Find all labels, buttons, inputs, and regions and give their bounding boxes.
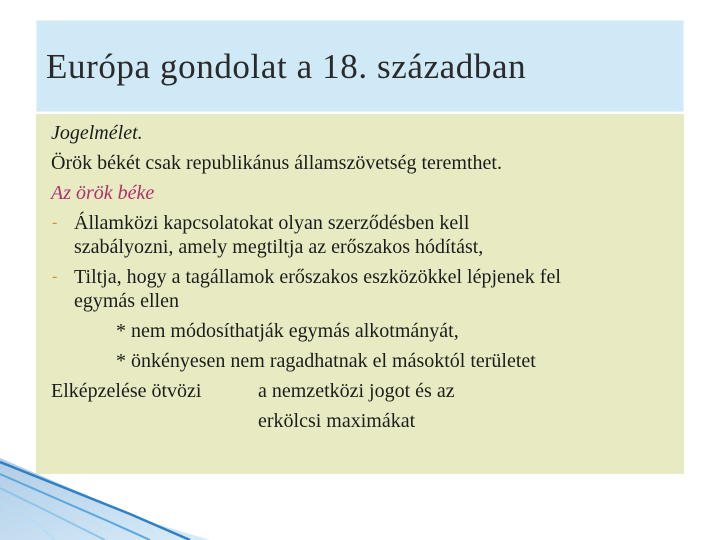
title-banner xyxy=(36,20,684,112)
text-line-erkolcsi: erkölcsi maximákat xyxy=(258,410,416,432)
bullet-2-line-1: Tiltja, hogy a tagállamok erőszakos eszközökkel lépjenek fel xyxy=(74,266,561,288)
bullet-1-line-2: szabályozni, amely megtiltja az erőszakos hódítást, xyxy=(74,236,484,258)
text-line-jogelmelet: Jogelmélet. xyxy=(51,122,143,144)
bullet-1-line-1: Államközi kapcsolatokat olyan szerződésben kell xyxy=(74,212,470,234)
bullet-2-line-2: egymás ellen xyxy=(74,290,179,312)
text-line-orok-beket: Örök békét csak republikánus államszövetség teremthet. xyxy=(51,152,502,174)
sub-item-1: * nem módosíthatják egymás alkotmányát, xyxy=(116,320,459,342)
bullet-dash-1: - xyxy=(52,214,58,231)
sub-item-2: * önkényesen nem ragadhatnak el másoktól területet xyxy=(116,350,536,372)
text-line-az-orok-beke: Az örök béke xyxy=(51,182,155,204)
text-line-elkepzelese: Elképzelése ötvözi xyxy=(51,380,202,402)
content-box xyxy=(36,114,684,474)
decorative-swoosh xyxy=(0,440,260,540)
slide-title: Európa gondolat a 18. században xyxy=(46,47,527,86)
text-line-nemzetkozi-jog: a nemzetközi jogot és az xyxy=(258,380,455,402)
bullet-dash-2: - xyxy=(52,268,58,285)
